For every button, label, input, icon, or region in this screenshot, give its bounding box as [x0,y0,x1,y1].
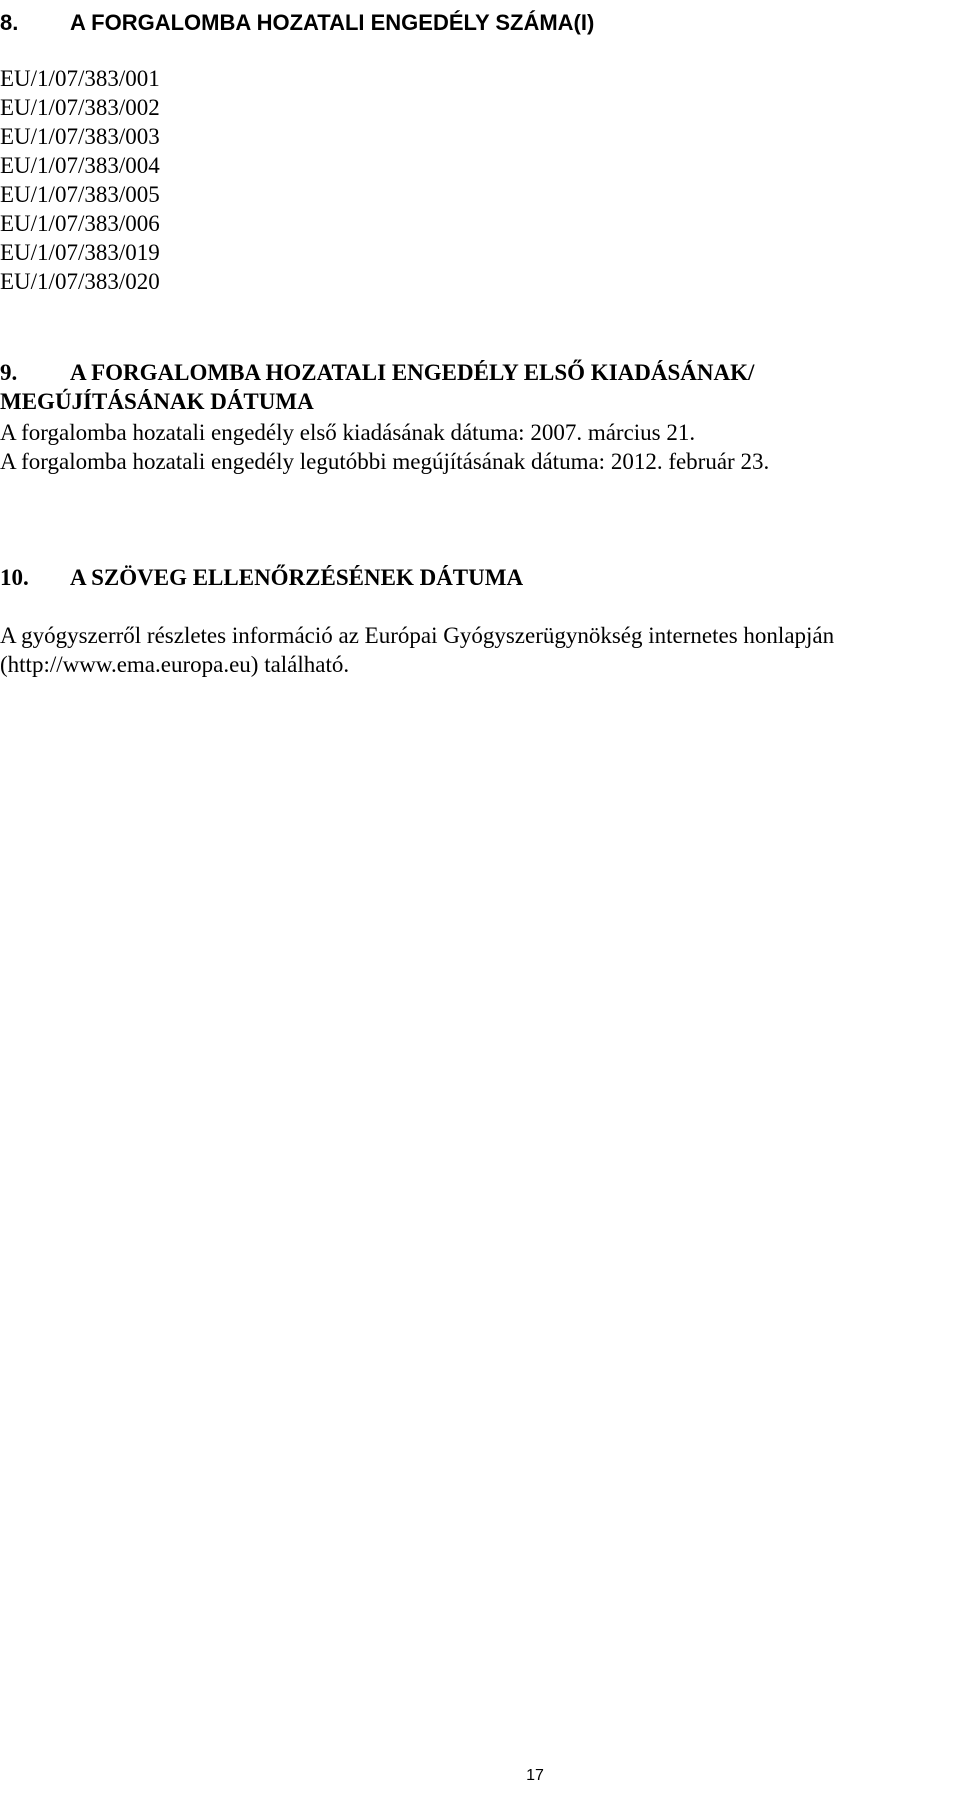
section-9-title-line-1: A FORGALOMBA HOZATALI ENGEDÉLY ELSŐ KIADÁSÁNAK/ [70,360,755,385]
marketing-authorisation-number-list [0,64,960,296]
authorisation-number-item: EU/1/07/383/019 [0,240,160,265]
authorisation-number-item: EU/1/07/383/003 [0,124,160,149]
section-10-body-line-2: (http://www.ema.europa.eu) található. [0,652,350,677]
authorisation-number-item: EU/1/07/383/002 [0,95,160,120]
section-9-body [0,418,960,476]
section-10-number: 10. [0,565,29,590]
section-8-title: A FORGALOMBA HOZATALI ENGEDÉLY SZÁMA(I) [70,10,595,35]
page-number: 17 [526,1767,544,1784]
section-10-body [0,621,960,679]
section-9-heading [0,358,960,416]
authorisation-number-item: EU/1/07/383/020 [0,269,160,294]
section-8-heading [0,8,960,37]
section-9-title-line-2: MEGÚJÍTÁSÁNAK DÁTUMA [0,389,314,414]
section-9-number: 9. [0,360,18,385]
section-10-body-line-1: A gyógyszerről részletes információ az Európai Gyógyszerügynökség internetes honlapján [0,623,835,648]
authorisation-number-item: EU/1/07/383/001 [0,66,160,91]
authorisation-number-item: EU/1/07/383/004 [0,153,160,178]
section-10-heading [0,563,960,592]
section-10-title: A SZÖVEG ELLENŐRZÉSÉNEK DÁTUMA [70,565,524,590]
section-8-number: 8. [0,10,19,35]
authorisation-number-item: EU/1/07/383/006 [0,211,160,236]
last-renewal-date: A forgalomba hozatali engedély legutóbbi megújításának dátuma: 2012. február 23. [0,449,770,474]
first-issue-date: A forgalomba hozatali engedély első kiadásának dátuma: 2007. március 21. [0,420,696,445]
authorisation-number-item: EU/1/07/383/005 [0,182,160,207]
